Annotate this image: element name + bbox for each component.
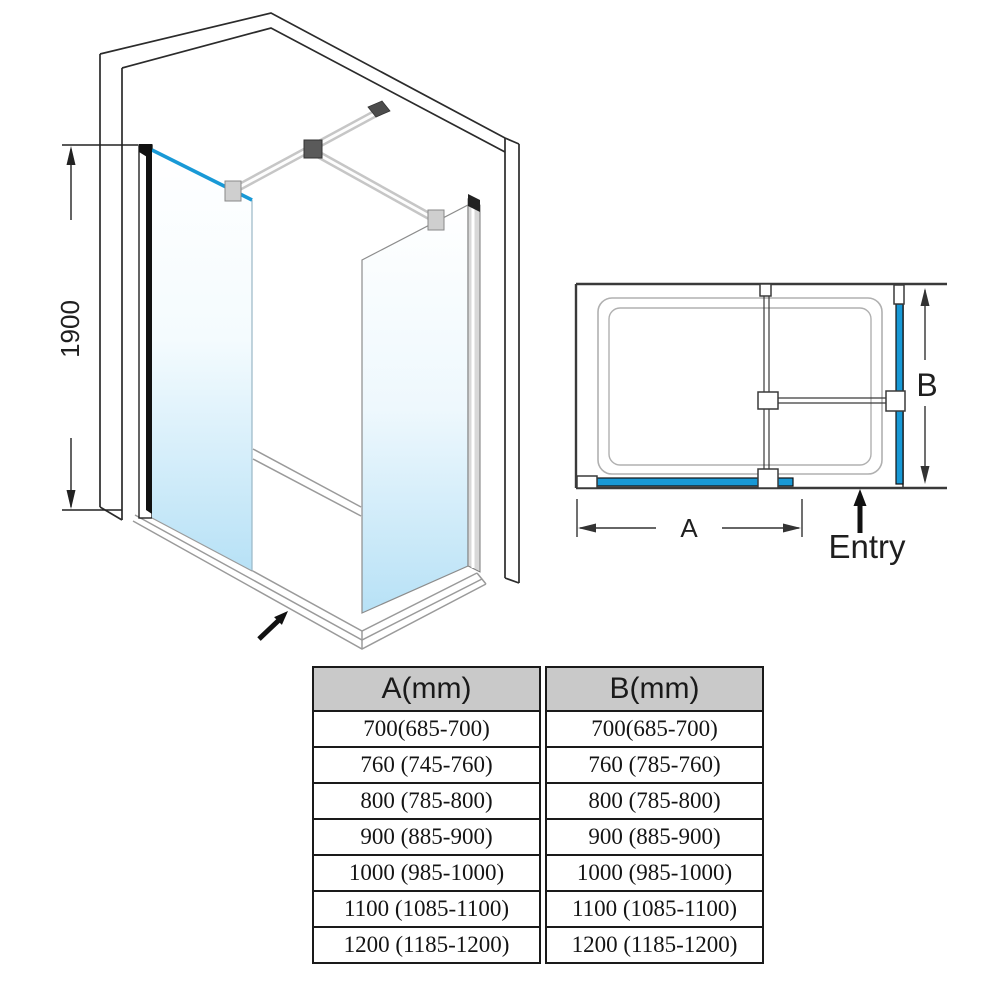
size-cell-a: 700(685-700) — [313, 711, 540, 747]
main-glass-panel — [146, 150, 252, 571]
plan-clamps — [577, 284, 905, 488]
size-cell-a: 800 (785-800) — [313, 783, 540, 819]
table-row — [313, 891, 540, 927]
height-dimension-label: 1900 — [55, 300, 85, 358]
glass-clamp-main — [225, 181, 241, 201]
plan-bar-bottom-clamp — [758, 469, 778, 488]
table-row — [313, 819, 540, 855]
dimension-arrow-down — [67, 490, 76, 509]
plan-bar-center-clamp — [758, 392, 778, 409]
entry-label: Entry — [828, 528, 906, 565]
plan-wall-profile-a — [577, 476, 597, 488]
size-cell-b: 1000 (985-1000) — [546, 855, 763, 891]
size-cell-b: 1100 (1085-1100) — [546, 891, 763, 927]
table-row — [313, 927, 540, 963]
table-row — [546, 783, 763, 819]
dimension-b — [916, 288, 937, 484]
return-glass-panel — [362, 194, 480, 613]
plan-bar-top-clamp — [760, 284, 771, 296]
table-row — [546, 819, 763, 855]
support-bar-short — [314, 152, 438, 221]
table-row — [313, 783, 540, 819]
table-row — [546, 711, 763, 747]
plan-wall-profile-b — [894, 285, 904, 304]
size-table-a — [312, 666, 541, 964]
size-cell-a: 1100 (1085-1100) — [313, 891, 540, 927]
plan-bar-right-clamp — [886, 391, 905, 411]
table-row — [546, 747, 763, 783]
plan-view — [576, 284, 947, 565]
plan-wall-outline — [576, 284, 947, 488]
column-header-a: A(mm) — [313, 667, 540, 711]
size-cell-b: 900 (885-900) — [546, 819, 763, 855]
table-row — [313, 747, 540, 783]
entry-arrow — [854, 489, 867, 533]
dimension-b-label: B — [916, 367, 938, 403]
size-cell-b: 700(685-700) — [546, 711, 763, 747]
table-row — [313, 855, 540, 891]
table-header-row — [313, 667, 540, 711]
table-row — [546, 855, 763, 891]
isometric-view — [55, 13, 519, 649]
plan-tray-outline — [598, 298, 882, 474]
glass-edge-profile — [146, 150, 152, 514]
table-row — [546, 891, 763, 927]
size-table-b — [545, 666, 764, 964]
size-cell-a: 1200 (1185-1200) — [313, 927, 540, 963]
size-cell-a: 900 (885-900) — [313, 819, 540, 855]
size-cell-a: 1000 (985-1000) — [313, 855, 540, 891]
size-cell-b: 800 (785-800) — [546, 783, 763, 819]
column-header-b: B(mm) — [546, 667, 763, 711]
dimension-arrow-up — [67, 146, 76, 165]
table-row — [546, 927, 763, 963]
dimension-a-label: A — [680, 513, 698, 543]
size-cell-b: 760 (785-760) — [546, 747, 763, 783]
center-clamp — [304, 140, 322, 158]
entry-arrow-iso — [259, 611, 288, 639]
table-header-row — [546, 667, 763, 711]
glass-clamp-return — [428, 210, 444, 230]
table-row — [313, 711, 540, 747]
size-cell-b: 1200 (1185-1200) — [546, 927, 763, 963]
height-dimension — [55, 145, 138, 510]
size-cell-a: 760 (745-760) — [313, 747, 540, 783]
dimension-a — [577, 499, 802, 543]
